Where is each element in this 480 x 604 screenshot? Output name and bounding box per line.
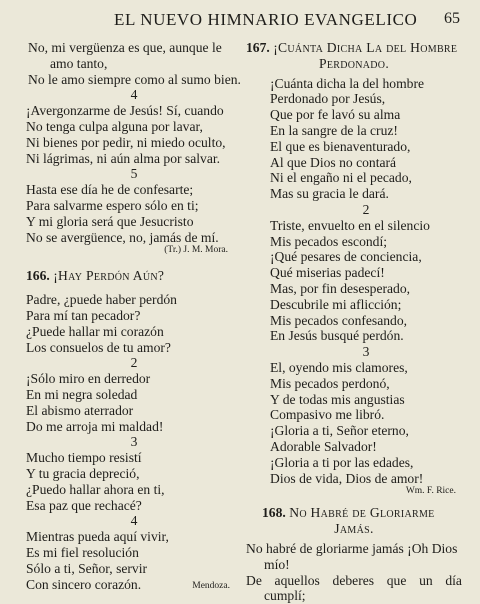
verse-line: Sólo a ti, Señor, servir — [26, 560, 148, 576]
verse-line: Descubrile mi aflicción; — [270, 296, 402, 312]
verse-line: En la sangre de la cruz! — [270, 122, 398, 138]
hymn-title: ¡Cuánta Dicha La del Hombre — [273, 40, 458, 55]
verse-line: Para salvarme espero sólo en ti; — [26, 197, 199, 213]
verse-line: ¡Gloria a ti, Señor eterno, — [270, 423, 409, 439]
hymn-number: 166. — [26, 268, 50, 284]
verse-line: Y tu gracia depreció, — [26, 465, 140, 481]
hymn-title-continued: Jamás. — [334, 521, 374, 537]
author-attribution: Wm. F. Rice. — [405, 486, 456, 497]
verse-line: mío! — [264, 556, 290, 572]
stanza-number: 5 — [130, 166, 138, 182]
verse-line: No, mi vergüenza es que, aunque le — [28, 40, 222, 55]
verse-line: Es mi fiel resolución — [26, 544, 139, 560]
verse-line: Mas, por fin desesperado, — [270, 280, 411, 296]
verse-word: De — [246, 572, 262, 588]
verse-line: En Jesús busqué perdón. — [270, 328, 404, 344]
verse-line: Mucho tiempo resistí — [26, 450, 142, 466]
verse-word: día — [445, 572, 462, 588]
verse-word: que — [386, 572, 407, 588]
verse-line: No se avergüence, no, jamás de mí. — [26, 229, 219, 245]
hymn-heading — [246, 40, 462, 56]
verse-line: ¡Avergonzarme de Jesús! Sí, cuando — [26, 103, 224, 119]
verse-line: Ni lágrimas, ni aún alma por salvar. — [26, 150, 221, 166]
verse-line: El abismo aterrador — [26, 402, 134, 418]
verse-line: Y mi gloria será que Jesucristo — [26, 213, 194, 229]
stanza-number: 2 — [362, 201, 370, 217]
stanza-number: 3 — [362, 344, 370, 360]
verse-line: ¿Puedo hallar ahora en ti, — [26, 481, 165, 497]
stanza-number: 4 — [130, 87, 138, 103]
stanza-number: 3 — [130, 434, 138, 450]
verse-word: aquellos — [274, 572, 320, 588]
verse-line: Para mí tan pecador? — [26, 307, 141, 323]
verse-line: ¡Cuánta dicha la del hombre — [270, 75, 425, 91]
hymn-title-continued: Perdonado. — [318, 55, 390, 71]
verse-line: Dios de vida, Dios de amor! — [270, 470, 424, 486]
verse-line: Mis pecados confesando, — [270, 312, 408, 328]
verse-line: Triste, envuelto en el silencio — [270, 217, 430, 233]
verse-line: Mientras pueda aquí vivir, — [26, 529, 169, 545]
hymn-heading — [26, 268, 242, 284]
verse-line: No le amo siempre como al sumo bien. — [28, 71, 241, 87]
verse-line: No tenga culpa alguna por lavar, — [26, 118, 203, 134]
hymn-167 — [246, 40, 462, 497]
verse-line: Esa paz que rechacé? — [26, 497, 142, 513]
verse-line: Hasta ese día he de confesarte; — [26, 182, 194, 198]
verse-line: Do me arroja mi maldad! — [26, 418, 164, 434]
verse-line: Mis pecados perdonó, — [270, 375, 390, 391]
page-number: 65 — [444, 10, 460, 27]
verse-line: Adorable Salvador! — [270, 438, 377, 454]
verse-line: ¿Puede hallar mi corazón — [26, 323, 164, 339]
verse-word: deberes — [332, 572, 375, 588]
verse-line: Mis pecados escondí; — [270, 233, 388, 249]
stanza-number: 2 — [130, 355, 138, 371]
author-attribution: Mendoza. — [192, 580, 230, 591]
hymn-166 — [26, 268, 242, 592]
verse-line: ¡Qué pesares de conciencia, — [270, 249, 422, 265]
verse-line: El, oyendo mis clamores, — [270, 359, 408, 375]
verse-line: Perdonado por Jesús, — [270, 91, 386, 107]
verse-line-with-attribution — [26, 577, 242, 593]
stanza-number: 4 — [130, 513, 138, 529]
verse-line: En mi negra soledad — [26, 386, 138, 402]
verse-line — [246, 573, 462, 589]
right-column — [246, 40, 462, 604]
verse-line: cumplí; — [264, 588, 306, 604]
author-attribution: (Tr.) J. M. Mora. — [164, 245, 228, 256]
verse-line: amo tanto, — [50, 55, 108, 71]
verse-line: ¡Sólo miro en derredor — [26, 371, 151, 387]
verse-line: Al que Dios no contará — [270, 154, 397, 170]
verse-line: Los consuelos de tu amor? — [26, 339, 171, 355]
verse-line: Que por fe lavó su alma — [270, 107, 401, 123]
verse-line: Con sincero corazón. — [26, 576, 142, 592]
verse-line: Y de todas mis angustias — [270, 391, 405, 407]
hymn-168 — [246, 505, 462, 604]
verse-line: Mas su gracia le dará. — [270, 186, 389, 202]
verse-line: Ni bienes por pedir, ni miedo oculto, — [26, 134, 226, 150]
verse-line: Padre, ¿puede haber perdón — [26, 292, 177, 308]
verse-line: ¡Gloria a ti por las edades, — [270, 454, 414, 470]
hymn-heading — [246, 505, 462, 521]
hymn-165-ending — [26, 40, 242, 256]
verse-word: un — [419, 572, 433, 588]
verse-line: Qué miserias padecí! — [270, 265, 385, 281]
hymn-title: No Habré de Gloriarme — [289, 505, 435, 521]
page-header — [24, 10, 460, 32]
verse-line: Compasivo me libró. — [270, 407, 385, 423]
hymn-title: ¡Hay Perdón Aún? — [53, 268, 165, 284]
verse-line: El que es bienaventurado, — [270, 138, 411, 154]
hymn-number: 168. — [262, 505, 286, 521]
left-column — [26, 40, 242, 592]
hymn-number: 167. — [246, 40, 270, 55]
verse-line: Ni el engaño ni el pecado, — [270, 170, 412, 186]
running-title: EL NUEVO HIMNARIO EVANGELICO — [114, 10, 418, 29]
verse-line: No habré de gloriarme jamás ¡Oh Dios — [246, 540, 458, 556]
